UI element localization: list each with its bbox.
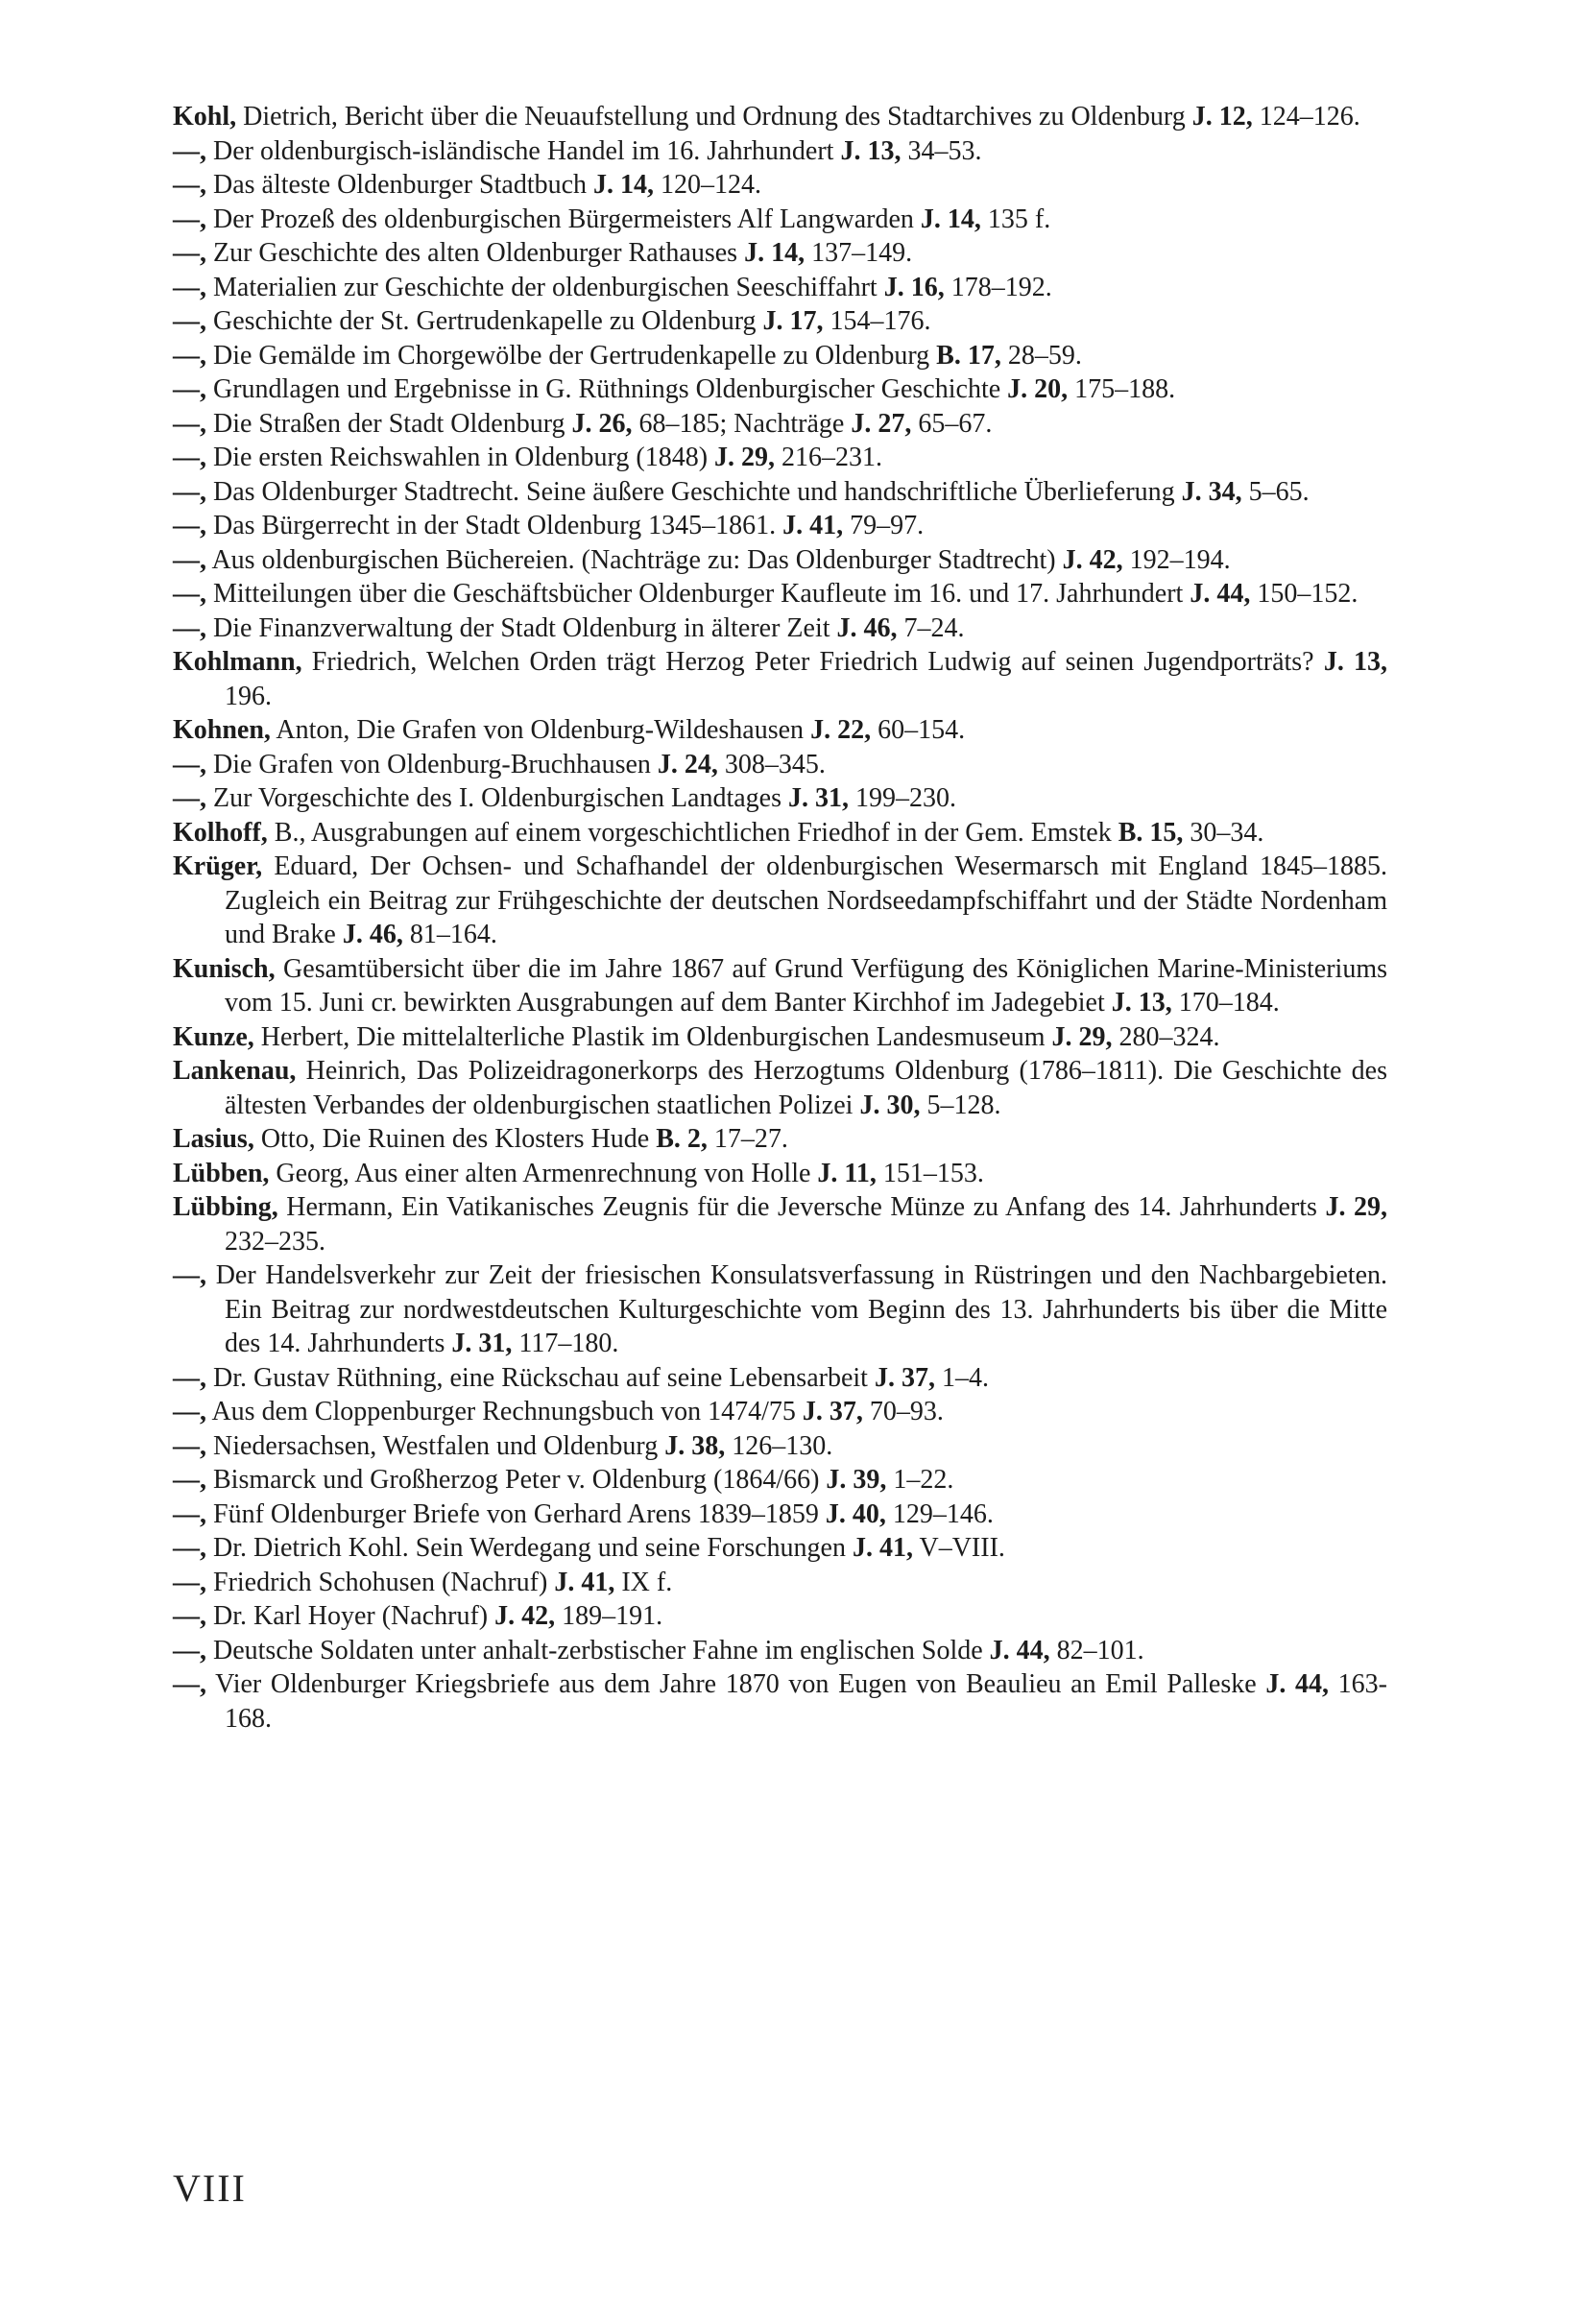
entry-title: Der Prozeß des oldenburgischen Bürgermeisters Alf Langwarden xyxy=(206,204,921,234)
entry-title: Otto, Die Ruinen des Klosters Hude xyxy=(253,1124,657,1154)
bibliography-entry xyxy=(173,816,1387,851)
entry-pages: 30–34. xyxy=(1183,817,1264,848)
entry-volume-ref: J. 29, xyxy=(714,443,776,472)
entry-pages: 1–22. xyxy=(886,1465,954,1495)
entry-author: —, xyxy=(173,1567,206,1597)
entry-author: Kunze, xyxy=(173,1021,254,1052)
entry-volume-ref: J. 24, xyxy=(657,749,718,779)
bibliography-entry xyxy=(173,1667,1387,1736)
entry-title: Herbert, Die mittelalterliche Plastik im Oldenburgischen Landesmuseum xyxy=(253,1021,1052,1052)
entry-author: —, xyxy=(173,1533,206,1563)
entry-pages: 175–188. xyxy=(1068,374,1176,404)
entry-title: Heinrich, Das Polizeidragonerkorps des Herzogtums Oldenburg (1786–1811). Die Geschichte des ältesten Verbandes der oldenburgischen staatlichen Polizei xyxy=(225,1056,1387,1120)
entry-pages: 232–235. xyxy=(225,1226,325,1257)
entry-author: Kolhoff, xyxy=(173,817,268,848)
entry-pages: 117–180. xyxy=(512,1329,619,1358)
entry-volume-ref: J. 44, xyxy=(1265,1669,1329,1699)
entry-pages: 192–194. xyxy=(1122,544,1231,575)
entry-title: Die Gemälde im Chorgewölbe der Gertrudenkapelle zu Oldenburg xyxy=(206,340,937,371)
bibliography-entry xyxy=(173,1122,1387,1157)
entry-author: —, xyxy=(173,1498,206,1529)
entry-author: —, xyxy=(173,612,206,643)
entry-volume-ref: J. 34, xyxy=(1181,476,1242,507)
entry-pages: 199–230. xyxy=(849,783,957,813)
entry-title: Der Handelsverkehr zur Zeit der friesischen Konsulatsverfassung in Rüstringen und den Nachbargebieten. Ein Beitrag zur nordwestdeutschen Kulturgeschichte vom Beginn des 13. Jahrhunderts bis über die Mitte des 14. Jahrhunderts xyxy=(206,1260,1387,1358)
bibliography-entry xyxy=(173,1429,1387,1464)
entry-author: —, xyxy=(173,340,206,371)
bibliography-entry xyxy=(173,1054,1387,1122)
entry-pages: 124–126. xyxy=(1252,102,1360,132)
entry-title: Das Bürgerrecht in der Stadt Oldenburg 1345–1861. xyxy=(206,511,783,540)
entry-author: —, xyxy=(173,476,206,507)
entry-volume-ref: J. 29, xyxy=(1325,1192,1388,1222)
entry-volume-ref: B. 2, xyxy=(656,1124,708,1154)
entry-author: Kohl, xyxy=(173,102,237,132)
entry-author: —, xyxy=(173,272,206,302)
entry-volume-ref: J. 39, xyxy=(826,1465,887,1495)
bibliography-list xyxy=(173,100,1387,1736)
entry-pages: 5–128. xyxy=(920,1090,1001,1120)
bibliography-entry xyxy=(173,100,1387,134)
entry-title: Die Grafen von Oldenburg-Bruchhausen xyxy=(206,749,658,779)
bibliography-entry xyxy=(173,1497,1387,1532)
page-number: VIII xyxy=(173,2167,247,2210)
entry-volume-ref: J. 41, xyxy=(782,511,844,540)
entry-pages: 137–149. xyxy=(805,238,913,268)
entry-title: Anton, Die Grafen von Oldenburg-Wildeshausen xyxy=(270,715,811,745)
bibliography-entry xyxy=(173,271,1387,305)
entry-author: Kohlmann, xyxy=(173,647,302,677)
bibliography-entry xyxy=(173,1599,1387,1634)
entry-pages: 7–24. xyxy=(897,612,965,643)
entry-volume-ref: J. 40, xyxy=(825,1498,886,1529)
entry-author: —, xyxy=(173,579,206,609)
bibliography-entry xyxy=(173,475,1387,510)
entry-author: Kohnen, xyxy=(173,715,271,745)
entry-volume-ref: J. 27, xyxy=(851,408,912,439)
entry-author: —, xyxy=(173,408,206,439)
bibliography-entry xyxy=(173,781,1387,816)
entry-volume-ref: J. 31, xyxy=(788,783,850,813)
entry-title: B., Ausgrabungen auf einem vorgeschichtlichen Friedhof in der Gem. Emstek xyxy=(267,817,1118,848)
bibliography-entry xyxy=(173,304,1387,339)
entry-pages: 129–146. xyxy=(885,1498,994,1529)
entry-title: Dr. Gustav Rüthning, eine Rückschau auf seine Lebensarbeit xyxy=(206,1362,875,1393)
entry-pages: 120–124. xyxy=(654,170,762,200)
entry-author: Lübben, xyxy=(173,1158,270,1188)
entry-pages: 178–192. xyxy=(944,272,1052,302)
bibliography-entry xyxy=(173,543,1387,578)
entry-volume-ref: J. 38, xyxy=(664,1430,726,1461)
entry-title: Friedrich, Welchen Orden trägt Herzog Peter Friedrich Ludwig auf seinen Jugendporträts? xyxy=(301,647,1324,677)
entry-author: —, xyxy=(173,1465,206,1495)
entry-title: Eduard, Der Ochsen- und Schafhandel der oldenburgischen Wesermarsch mit England 1845–1885. Zugleich ein Beitrag zur Frühgeschichte der deutschen Nordseedampfschiffahrt und der Städte Nordenham und Brake xyxy=(225,851,1387,949)
entry-title: Die ersten Reichswahlen in Oldenburg (1848) xyxy=(206,443,715,472)
bibliography-entry xyxy=(173,134,1387,169)
entry-title: Der oldenburgisch-isländische Handel im 16. Jahrhundert xyxy=(206,135,841,166)
entry-pages: V–VIII. xyxy=(912,1533,1005,1563)
entry-author: —, xyxy=(173,170,206,200)
entry-pages: 135 f. xyxy=(980,204,1051,234)
entry-pages: 216–231. xyxy=(775,443,883,472)
bibliography-entry xyxy=(173,1395,1387,1429)
entry-title: Materialien zur Geschichte der oldenburgischen Seeschiffahrt xyxy=(206,272,884,302)
bibliography-entry xyxy=(173,509,1387,543)
entry-pages: 196. xyxy=(225,681,272,711)
entry-author: —, xyxy=(173,544,206,575)
bibliography-entry xyxy=(173,203,1387,237)
entry-author: —, xyxy=(173,1430,206,1461)
entry-volume-ref: J. 31, xyxy=(451,1329,513,1358)
entry-pages: 163-168. xyxy=(225,1669,1387,1734)
entry-title: Mitteilungen über die Geschäftsbücher Oldenburger Kaufleute im 16. und 17. Jahrhundert xyxy=(206,579,1190,609)
bibliography-entry xyxy=(173,1531,1387,1566)
entry-author: Kunisch, xyxy=(173,953,276,984)
entry-volume-ref: J. 14, xyxy=(920,204,981,234)
entry-title: Hermann, Ein Vatikanisches Zeugnis für die Jeversche Münze zu Anfang des 14. Jahrhunderts xyxy=(277,1192,1326,1222)
entry-author: Krüger, xyxy=(173,851,263,881)
entry-volume-ref: J. 46, xyxy=(836,612,898,643)
entry-pages: 17–27. xyxy=(707,1124,788,1154)
bibliography-entry xyxy=(173,168,1387,203)
bibliography-entry xyxy=(173,748,1387,782)
entry-volume-ref: J. 30, xyxy=(859,1090,921,1120)
entry-pages: 60–154. xyxy=(871,715,966,745)
entry-title: Das älteste Oldenburger Stadtbuch xyxy=(206,170,594,200)
entry-pages: 79–97. xyxy=(843,511,925,540)
bibliography-entry xyxy=(173,441,1387,475)
bibliography-entry xyxy=(173,1020,1387,1055)
bibliography-entry xyxy=(173,577,1387,611)
entry-author: —, xyxy=(173,204,206,234)
bibliography-entry xyxy=(173,1463,1387,1497)
entry-volume-ref: J. 12, xyxy=(1191,102,1253,132)
entry-author: —, xyxy=(173,1635,206,1665)
entry-title: Vier Oldenburger Kriegsbriefe aus dem Jahre 1870 von Eugen von Beaulieu an Emil Palleske xyxy=(206,1669,1266,1699)
entry-volume-ref: J. 44, xyxy=(989,1635,1050,1665)
entry-pages: 5–65. xyxy=(1241,476,1310,507)
bibliography-entry xyxy=(173,372,1387,407)
entry-pages: 189–191. xyxy=(555,1601,663,1631)
entry-author: —, xyxy=(173,374,206,404)
bibliography-entry xyxy=(173,713,1387,748)
entry-volume-ref: J. 41, xyxy=(852,1533,913,1563)
entry-volume-ref: J. 44, xyxy=(1190,579,1251,609)
entry-volume-ref: J. 42, xyxy=(1062,544,1123,575)
entry-author: —, xyxy=(173,1362,206,1393)
entry-pages: IX f. xyxy=(614,1567,673,1597)
bibliography-entry xyxy=(173,1566,1387,1600)
entry-pages: 170–184. xyxy=(1171,988,1280,1018)
entry-volume-ref: J. 37, xyxy=(874,1362,935,1393)
entry-author: —, xyxy=(173,306,206,336)
entry-pages: 150–152. xyxy=(1250,579,1359,609)
entry-title: Dr. Karl Hoyer (Nachruf) xyxy=(206,1601,495,1631)
entry-volume-ref: B. 17, xyxy=(936,340,1001,371)
entry-title: Deutsche Soldaten unter anhalt-zerbstischer Fahne im englischen Solde xyxy=(206,1635,990,1665)
entry-author: —, xyxy=(173,1397,206,1426)
entry-volume-ref: J. 17, xyxy=(762,306,824,336)
bibliography-entry xyxy=(173,1634,1387,1668)
entry-volume-ref: J. 13, xyxy=(1323,647,1388,677)
entry-volume-ref: B. 15, xyxy=(1118,817,1184,848)
bibliography-entry xyxy=(173,1361,1387,1396)
entry-title: Grundlagen und Ergebnisse in G. Rüthnings Oldenburgischer Geschichte xyxy=(206,374,1008,404)
entry-pages: 308–345. xyxy=(717,749,826,779)
entry-volume-ref: J. 46, xyxy=(342,920,403,949)
entry-volume-ref: J. 41, xyxy=(554,1567,615,1597)
entry-author: —, xyxy=(173,135,206,166)
entry-title: Geschichte der St. Gertrudenkapelle zu Oldenburg xyxy=(206,306,763,336)
entry-pages: 154–176. xyxy=(823,306,931,336)
entry-volume-ref: J. 13, xyxy=(840,135,902,166)
bibliography-entry xyxy=(173,339,1387,373)
entry-volume-ref: J. 42, xyxy=(494,1601,556,1631)
entry-title: Dietrich, Bericht über die Neuaufstellung und Ordnung des Stadtarchives zu Oldenburg xyxy=(236,102,1192,132)
entry-author: —, xyxy=(173,749,206,779)
entry-pages: 81–164. xyxy=(402,920,497,949)
entry-pages: 70–93. xyxy=(862,1397,944,1426)
entry-author: —, xyxy=(173,1601,206,1631)
entry-title: Das Oldenburger Stadtrecht. Seine äußere Geschichte und handschriftliche Überlieferung xyxy=(206,476,1182,507)
entry-pages: 68–185; Nachträge xyxy=(632,408,852,439)
bibliography-entry xyxy=(173,952,1387,1020)
entry-author: Lankenau, xyxy=(173,1056,297,1086)
entry-volume-ref: J. 20, xyxy=(1007,374,1069,404)
entry-volume-ref: J. 11, xyxy=(817,1158,877,1188)
entry-author: —, xyxy=(173,238,206,268)
entry-volume-ref: J. 14, xyxy=(593,170,655,200)
entry-title: Friedrich Schohusen (Nachruf) xyxy=(206,1567,555,1597)
entry-pages: 126–130. xyxy=(725,1430,833,1461)
entry-volume-ref: J. 29, xyxy=(1051,1021,1113,1052)
entry-pages: 82–101. xyxy=(1049,1635,1144,1665)
entry-author: Lübbing, xyxy=(173,1192,278,1222)
entry-pages: 280–324. xyxy=(1112,1021,1220,1052)
entry-title: Gesamtübersicht über die im Jahre 1867 auf Grund Verfügung des Königlichen Marine-Ministeriums vom 15. Juni cr. bewirkten Ausgrabungen auf dem Banter Kirchhof im Jadegebiet xyxy=(225,953,1387,1018)
bibliography-entry xyxy=(173,236,1387,271)
entry-author: —, xyxy=(173,1260,206,1290)
entry-pages: 65–67. xyxy=(911,408,993,439)
entry-title: Bismarck und Großherzog Peter v. Oldenburg (1864/66) xyxy=(206,1465,827,1495)
bibliography-entry xyxy=(173,407,1387,442)
entry-volume-ref: J. 26, xyxy=(571,408,633,439)
bibliography-entry xyxy=(173,1157,1387,1191)
entry-author: Lasius, xyxy=(173,1124,254,1154)
entry-title: Zur Vorgeschichte des I. Oldenburgischen Landtages xyxy=(206,783,789,813)
entry-author: —, xyxy=(173,783,206,813)
entry-title: Aus dem Cloppenburger Rechnungsbuch von 1474/75 xyxy=(206,1397,803,1426)
entry-pages: 151–153. xyxy=(876,1158,984,1188)
entry-title: Niedersachsen, Westfalen und Oldenburg xyxy=(206,1430,665,1461)
bibliography-entry xyxy=(173,1190,1387,1258)
entry-title: Die Finanzverwaltung der Stadt Oldenburg in älterer Zeit xyxy=(206,612,837,643)
entry-author: —, xyxy=(173,1669,206,1699)
entry-title: Zur Geschichte des alten Oldenburger Rathauses xyxy=(206,238,745,268)
entry-pages: 1–4. xyxy=(934,1362,989,1393)
entry-pages: 34–53. xyxy=(901,135,982,166)
entry-pages: 28–59. xyxy=(1000,340,1082,371)
entry-volume-ref: J. 37, xyxy=(802,1397,863,1426)
entry-volume-ref: J. 13, xyxy=(1111,988,1172,1018)
entry-author: —, xyxy=(173,443,206,472)
entry-volume-ref: J. 14, xyxy=(744,238,806,268)
bibliography-entry xyxy=(173,850,1387,952)
bibliography-entry xyxy=(173,611,1387,646)
entry-title: Aus oldenburgischen Büchereien. (Nachträge zu: Das Oldenburger Stadtrecht) xyxy=(206,544,1063,575)
bibliography-entry xyxy=(173,645,1387,713)
entry-volume-ref: J. 16, xyxy=(883,272,945,302)
entry-title: Dr. Dietrich Kohl. Sein Werdegang und seine Forschungen xyxy=(206,1533,853,1563)
bibliography-entry xyxy=(173,1258,1387,1361)
entry-title: Die Straßen der Stadt Oldenburg xyxy=(206,408,572,439)
entry-title: Fünf Oldenburger Briefe von Gerhard Arens 1839–1859 xyxy=(206,1498,826,1529)
entry-volume-ref: J. 22, xyxy=(810,715,872,745)
entry-author: —, xyxy=(173,511,206,540)
entry-title: Georg, Aus einer alten Armenrechnung von Holle xyxy=(269,1158,818,1188)
